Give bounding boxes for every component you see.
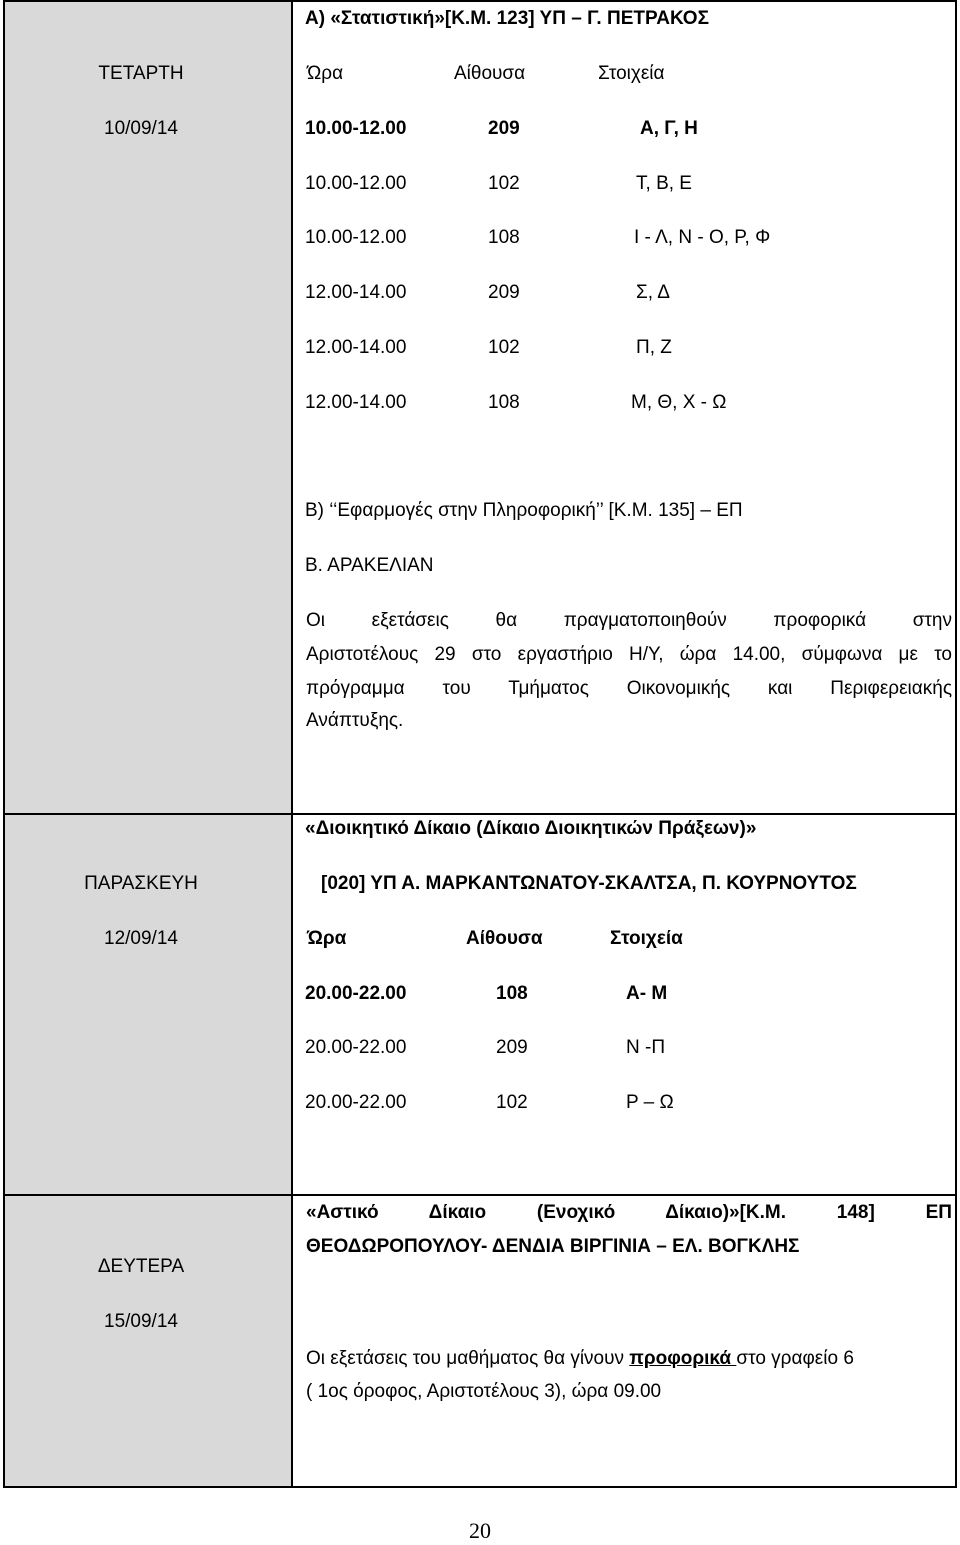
course-title: «Αστικό Δίκαιο (Ενοχικό Δίκαιο)»[Κ.Μ. 148] ΕΠ [306, 1202, 952, 1223]
row-group: Π, Ζ [636, 337, 672, 358]
teacher-names: ΘΕΟΔΩΡΟΠΟΥΛΟΥ- ΔΕΝΔΙΑ ΒΙΡΓΙΝΙΑ – ΕΛ. ΒΟΓΚΛΗΣ [306, 1236, 800, 1257]
header-room: Αίθουσα [454, 63, 526, 84]
row-time: 10.00-12.00 [305, 173, 407, 194]
date-label: 15/09/14 [104, 1311, 178, 1332]
row-group: Σ, Δ [636, 282, 670, 303]
exam-note-text: Οι εξετάσεις του μαθήματος θα γίνουν [306, 1348, 630, 1369]
row-room: 209 [488, 118, 520, 139]
row-room: 108 [488, 227, 520, 248]
day-cell-monday [5, 1196, 291, 1486]
page-number: 20 [469, 1518, 491, 1543]
row-room: 209 [488, 282, 520, 303]
teacher-names: [020] ΥΠ Α. ΜΑΡΚΑΝΤΩΝΑΤΟΥ-ΣΚΑΛΤΣΑ, Π. ΚΟΥΡΝΟΥΤΟΣ [321, 873, 857, 894]
row-time: 20.00-22.00 [305, 983, 407, 1004]
row-room: 108 [488, 392, 520, 413]
exam-note-line: πρόγραμμα του Τμήματος Οικονομικής και Περιφερειακής [306, 678, 952, 699]
header-time: Ώρα [307, 928, 347, 949]
row-time: 12.00-14.00 [305, 392, 407, 413]
column-divider [291, 2, 293, 1486]
row-room: 102 [488, 173, 520, 194]
header-time: Ώρα [307, 63, 344, 84]
header-room: Αίθουσα [466, 928, 543, 949]
row-group: Μ, Θ, Χ - Ω [631, 392, 727, 413]
header-group: Στοιχεία [598, 63, 665, 84]
exam-note-emphasis: προφορικά [629, 1348, 737, 1369]
day-label: ΠΑΡΑΣΚΕΥΗ [84, 873, 198, 894]
row-room: 209 [496, 1037, 528, 1058]
row-time: 20.00-22.00 [305, 1037, 407, 1058]
date-label: 10/09/14 [104, 118, 178, 139]
row-time: 20.00-22.00 [305, 1092, 407, 1113]
row-group: Α, Γ, Η [640, 118, 698, 139]
row-room: 102 [496, 1092, 528, 1113]
row-time: 10.00-12.00 [305, 118, 407, 139]
header-group: Στοιχεία [610, 928, 683, 949]
row-room: 102 [488, 337, 520, 358]
course-title: «Διοικητικό Δίκαιο (Δίκαιο Διοικητικών Πράξεων)» [305, 818, 757, 839]
exam-note-line: Αριστοτέλους 29 στο εργαστήριο Η/Υ, ώρα 14.00, σύμφωνα με το [306, 644, 952, 665]
row-time: 12.00-14.00 [305, 337, 407, 358]
teacher-name: Β. ΑΡΑΚΕΛΙΑΝ [305, 555, 434, 576]
course-title: Α) «Στατιστική»[Κ.Μ. 123] ΥΠ – Γ. ΠΕΤΡΑΚΟΣ [305, 8, 709, 29]
date-label: 12/09/14 [104, 928, 178, 949]
exam-note-line: ( 1ος όροφος, Αριστοτέλους 3), ώρα 09.00 [306, 1381, 662, 1402]
day-label: ΤΕΤΑΡΤΗ [98, 63, 184, 84]
row-time: 12.00-14.00 [305, 282, 407, 303]
row-divider [5, 813, 955, 815]
course-title: Β) ‘‘Εφαρμογές στην Πληροφορική’’ [Κ.Μ. 135] – ΕΠ [305, 500, 743, 521]
row-group: Τ, Β, Ε [636, 173, 692, 194]
row-room: 108 [496, 983, 528, 1004]
exam-note-line: Οι εξετάσεις θα πραγματοποιηθούν προφορικά στην [306, 610, 952, 631]
day-cell-friday [5, 815, 291, 1194]
day-label: ΔΕΥΤΕΡΑ [97, 1256, 185, 1277]
exam-note-text: στο γραφείο 6 [736, 1348, 854, 1369]
row-group: Α- Μ [626, 983, 668, 1004]
exam-note-line [306, 1348, 854, 1370]
row-group: Ν -Π [626, 1037, 666, 1058]
row-divider [5, 1194, 955, 1196]
row-time: 10.00-12.00 [305, 227, 407, 248]
row-group: Ρ – Ω [626, 1092, 674, 1113]
exam-note-line: Ανάπτυξης. [306, 710, 404, 731]
row-group: Ι - Λ, Ν - Ο, Ρ, Φ [634, 227, 771, 248]
exam-schedule-table [3, 0, 957, 1488]
